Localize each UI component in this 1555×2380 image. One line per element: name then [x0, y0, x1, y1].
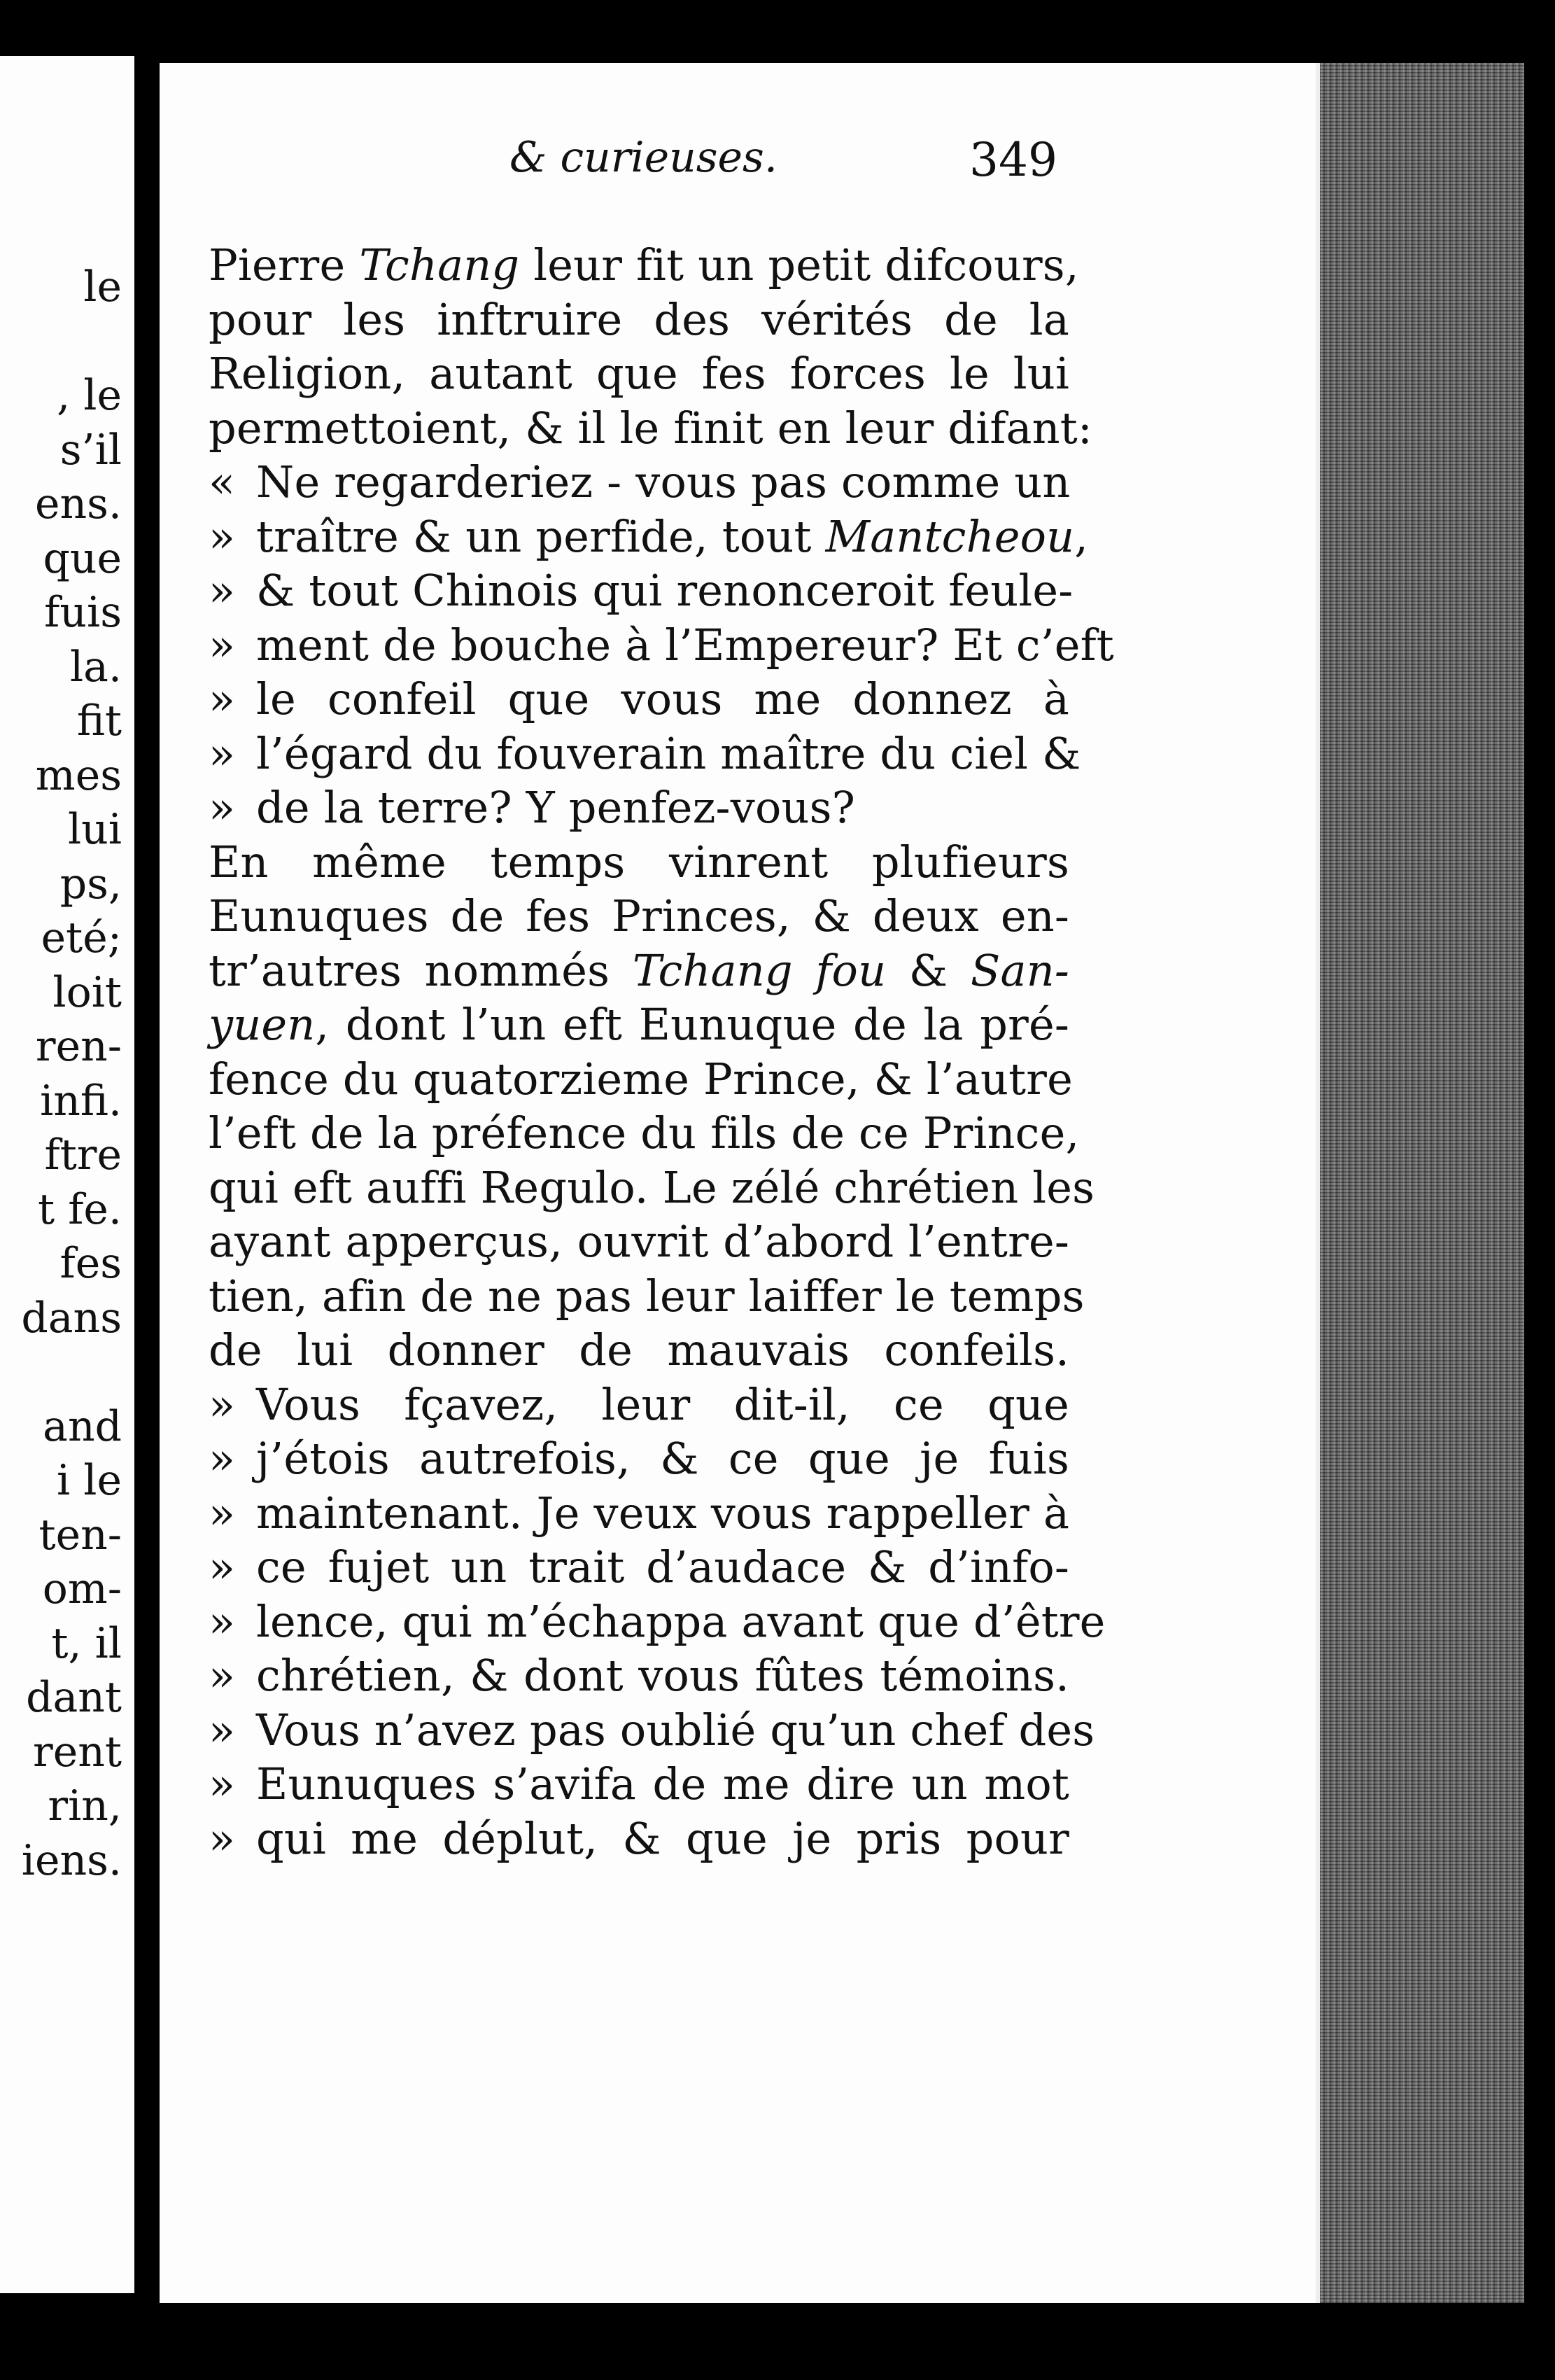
left-page-fragment: t, il [51, 1618, 122, 1668]
text-line [209, 1269, 1085, 1324]
text-line [209, 1703, 1095, 1758]
text-line [209, 1378, 1069, 1432]
italic-name: Tchang fou [632, 944, 887, 996]
left-page-fragment: iens. [21, 1835, 122, 1885]
text-run: leur fit un petit difcours, [519, 239, 1079, 290]
left-page-fragment: , le [57, 371, 122, 420]
text-run: Vous n’avez pas oublié qu’un chef des [256, 1704, 1095, 1756]
text-run: En même temps vinrent plufieurs [209, 836, 1069, 888]
left-page-fragment: le [83, 262, 122, 312]
left-page-fragment: mes [35, 750, 122, 800]
text-line [209, 1106, 1080, 1161]
page-number: 349 [969, 133, 1057, 187]
left-page-fragment: dans [21, 1293, 122, 1343]
text-run: , dont l’un eft Eunuque de la pré- [315, 999, 1069, 1050]
text-line [209, 401, 1092, 456]
left-page-fragment: fuis [44, 588, 122, 637]
text-run: qui me déplut, & que je pris pour [256, 1812, 1069, 1864]
quote-mark: « [209, 456, 236, 507]
text-run: Eunuques s’avifa de me dire un mot [256, 1758, 1069, 1809]
left-page-fragment: la. [69, 642, 122, 692]
text-run: chrétien, & dont vous fûtes témoins. [256, 1650, 1069, 1701]
italic-name: Tchang [359, 239, 520, 290]
quote-mark: » [209, 1433, 236, 1484]
text-line [209, 1648, 1069, 1703]
text-run: tien, afin de ne pas leur laiffer le temps [209, 1270, 1085, 1322]
text-line [209, 835, 1069, 890]
text-run: & tout Chinois qui renonceroit feule- [256, 565, 1074, 616]
text-line [209, 1432, 1069, 1486]
text-run: lence, qui m’échappa avant que d’être [256, 1595, 1106, 1647]
text-run: traître & un perfide, tout [256, 510, 826, 562]
body-text [209, 238, 1114, 1865]
text-run: maintenant. Je veux vous rappeller à [256, 1487, 1070, 1539]
left-page-fragment: ten- [38, 1510, 122, 1560]
text-line [209, 238, 1079, 293]
text-line [209, 346, 1069, 401]
left-page-fragment: rin, [48, 1782, 122, 1830]
quote-mark: » [209, 1704, 236, 1756]
text-run: l’eft de la préfence du fils de ce Prince, [209, 1107, 1080, 1158]
text-line [209, 1161, 1095, 1215]
text-run: de lui donner de mauvais confeils. [209, 1324, 1069, 1376]
text-line [209, 780, 1069, 835]
book-gutter [134, 0, 160, 2380]
quote-mark: » [209, 727, 236, 779]
left-page-fragment: loit [52, 967, 122, 1017]
left-page-fragment: ren- [35, 1022, 122, 1071]
text-line [209, 510, 1089, 564]
text-line [209, 1214, 1069, 1269]
left-page-fragment: fit [76, 696, 122, 746]
left-page-fragment: t fe. [38, 1184, 122, 1234]
text-line [209, 1540, 1069, 1595]
page-block-edges [1316, 63, 1524, 2303]
running-head: & curieuses. [509, 133, 778, 182]
left-page-fragment: infi. [40, 1076, 122, 1126]
text-line [209, 1323, 1069, 1378]
text-run: Eunuques de fes Princes, & deux en- [209, 890, 1069, 941]
left-page-fragment: i le [57, 1456, 122, 1505]
text-run: le confeil que vous me donnez à [256, 673, 1069, 724]
quote-mark: » [209, 1378, 236, 1430]
text-line [209, 1595, 1106, 1649]
text-run: , [1074, 510, 1089, 562]
text-run: j’étois autrefois, & ce que je fuis [256, 1433, 1069, 1484]
text-run: Religion, autant que fes forces le lui [209, 348, 1069, 399]
text-run: tr’autres nommés [209, 944, 633, 996]
left-page-fragment: rent [33, 1727, 122, 1777]
text-run: permettoient, & il le finit en leur difant: [209, 402, 1092, 454]
text-line [209, 1052, 1073, 1107]
text-run: Ne regarderiez - vous pas comme un [256, 456, 1071, 507]
quote-mark: » [209, 1541, 236, 1592]
italic-name: yuen [209, 999, 316, 1050]
quote-mark: » [209, 1595, 236, 1647]
text-run: ce fujet un trait d’audace & d’info- [256, 1541, 1069, 1592]
left-page-fragment: dant [26, 1673, 122, 1722]
text-line [209, 618, 1114, 673]
text-run: l’égard du fouverain maître du ciel & [256, 727, 1081, 779]
quote-mark: » [209, 565, 236, 616]
text-line [209, 1486, 1069, 1541]
quote-mark: » [209, 673, 236, 724]
left-page-fragment: and [43, 1401, 122, 1451]
text-run: Pierre [209, 239, 360, 290]
text-line [209, 889, 1069, 944]
text-line [209, 672, 1069, 727]
text-line [209, 944, 1069, 998]
text-line [209, 455, 1069, 510]
left-page-fragment: lui [67, 805, 122, 854]
quote-mark: » [209, 1650, 236, 1701]
left-page-fragment: ftre [44, 1130, 122, 1180]
text-line [209, 997, 1069, 1052]
text-run: fence du quatorzieme Prince, & l’autre [209, 1053, 1073, 1105]
left-page-fragment: eté; [41, 913, 122, 962]
left-page-fragment: que [43, 533, 122, 583]
left-page-fragment: om- [42, 1564, 122, 1614]
quote-mark: » [209, 510, 236, 562]
text-run: & [886, 944, 971, 996]
left-page-fragment: ps, [59, 859, 122, 909]
text-run: qui eft auffi Regulo. Le zélé chrétien les [209, 1161, 1095, 1213]
quote-mark: » [209, 1812, 236, 1864]
left-page-fragment: s’il [59, 425, 122, 475]
text-run: pour les inftruire des vérités de la [209, 293, 1069, 345]
text-run: de la terre? Y penfez-vous? [256, 782, 856, 833]
text-line [209, 1757, 1069, 1812]
text-line [209, 293, 1069, 347]
text-run: Vous fçavez, leur dit-il, ce que [256, 1378, 1069, 1430]
facing-page-left [0, 56, 134, 2293]
quote-mark: » [209, 619, 236, 671]
italic-name: Mantcheou [825, 510, 1075, 562]
quote-mark: » [209, 782, 236, 833]
left-page-fragment: fes [59, 1239, 122, 1288]
text-run: ayant apperçus, ouvrit d’abord l’entre- [209, 1216, 1069, 1267]
text-line [209, 1812, 1069, 1866]
quote-mark: » [209, 1758, 236, 1809]
text-run: ment de bouche à l’Empereur? Et c’eft [256, 619, 1114, 671]
italic-name: San- [970, 944, 1069, 996]
quote-mark: » [209, 1487, 236, 1539]
text-line [209, 564, 1074, 618]
text-line [209, 727, 1081, 781]
left-page-fragment: ens. [34, 479, 122, 528]
